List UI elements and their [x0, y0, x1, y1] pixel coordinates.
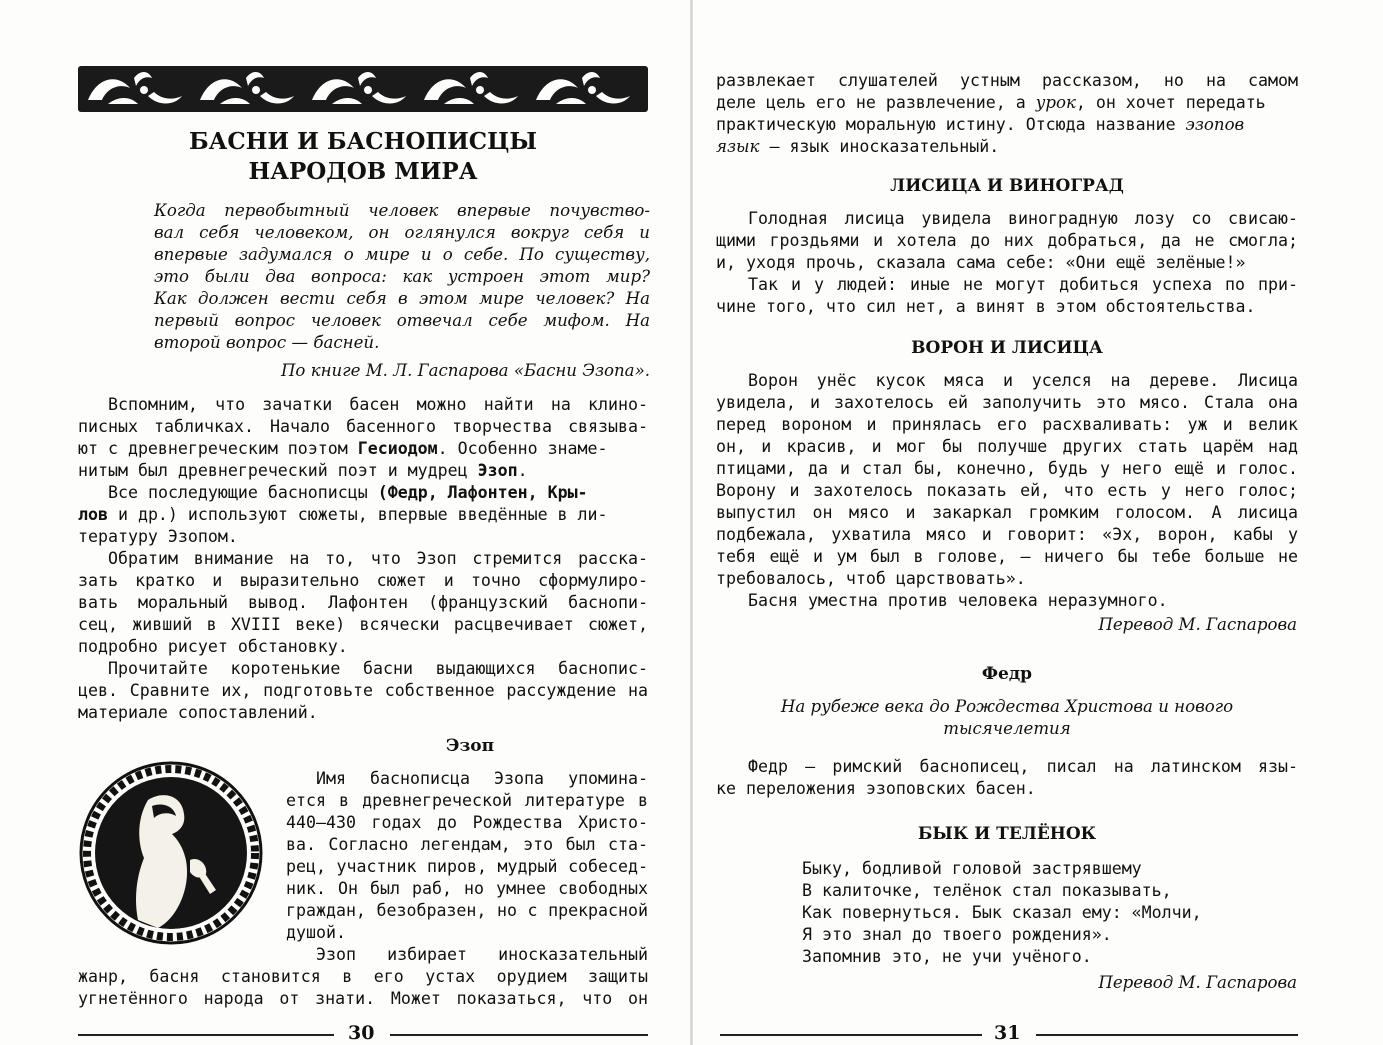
body-line — [716, 114, 1244, 136]
body-text: — язык иносказательный. — [759, 137, 1000, 156]
body-line: цев. Сравните их, подготовьте собственное рассуждение на — [78, 681, 648, 700]
body-line — [716, 136, 999, 158]
body-line: угнетённого народа от знати. Может показаться, что он — [78, 989, 648, 1008]
body-line: рец, участник пиров, мудрый собесед- — [286, 857, 648, 876]
body-line: Ворон унёс кусок мяса и уселся на дереве. Лисица — [748, 371, 1298, 390]
phaedrus-epigraph-line1: На рубеже века до Рождества Христова и нового — [780, 697, 1234, 716]
chapter-title-line1: БАСНИ И БАСНОПИСЦЫ — [189, 128, 537, 155]
body-line: Обратим внимание на то, что Эзоп стремится расска- — [108, 549, 648, 568]
name-hesiod: Гесиодом — [357, 439, 438, 458]
footer-rule-left — [78, 1034, 334, 1036]
chapter-title-line2: НАРОДОВ МИРА — [248, 158, 478, 185]
body-line: Прочитайте коротенькие басни выдающихся баснопис- — [108, 659, 648, 678]
verse-line: Быку, бодливой головой застрявшему — [802, 859, 1142, 878]
greek-vase-medallion-icon — [78, 760, 264, 946]
body-line — [78, 438, 608, 460]
body-line: ник. Он был раб, но умнее свободных — [286, 879, 648, 898]
body-line: Ворону и захотелось показать ей, что есть у него голос; — [716, 481, 1298, 500]
body-line: вать моральный вывод. Лафонтен (французский баснопи- — [78, 593, 648, 612]
body-line: тературу Эзопом. — [78, 527, 238, 546]
phaedrus-heading: Федр — [981, 664, 1033, 684]
epigraph-line: впервые задумался о мире и о себе. По существу, — [154, 245, 650, 264]
body-line: увидела, и захотелось ей заполучить это мясо. Стала она — [716, 393, 1298, 412]
fable-moral: Басня уместна против человека неразумного. — [748, 591, 1168, 610]
floral-ornament-band — [78, 66, 648, 112]
body-line — [108, 482, 588, 504]
body-text: деле цель его не развлечение, а — [716, 93, 1036, 112]
body-line: чине того, что сил нет, а винят в этом обстоятельства. — [716, 297, 1256, 316]
body-line: материале сопоставлений. — [78, 703, 318, 722]
body-line: и, уходя прочь, сказала сама себе: «Они ещё зелёные!» — [716, 253, 1246, 272]
body-line: перед вороном и принялась его расхваливать: уж и велик — [716, 415, 1298, 434]
body-line: писных табличках. Начало басенного творчества связыва- — [78, 417, 648, 436]
body-text: ют с древнегреческим поэтом — [78, 439, 358, 458]
fable-title-bull-calf: БЫК И ТЕЛЁНОК — [917, 824, 1097, 844]
translation-credit: Перевод М. Гаспарова — [1098, 973, 1297, 992]
footer-rule-left — [720, 1034, 982, 1036]
verse-line: Запомнив это, не учи учёного. — [802, 947, 1092, 966]
body-line: граждан, безобразен, но с прекрасной — [286, 901, 648, 920]
body-line: ется в древнегреческой литературе в — [286, 791, 648, 810]
emphasis-text: эзопов — [1185, 115, 1245, 134]
page-number: 30 — [348, 1022, 375, 1044]
body-line: Голодная лисица увидела виноградную лозу со свисаю- — [748, 209, 1298, 228]
aesop-heading: Эзоп — [445, 736, 495, 756]
epigraph-line: Когда первобытный человек впервые почувство- — [154, 201, 650, 220]
footer-rule-right — [1036, 1034, 1298, 1036]
body-line: Так и у людей: иные не могут добиться успеха по при- — [748, 275, 1298, 294]
phaedrus-epigraph-line2: тысячелетия — [943, 719, 1071, 738]
verse-line: Я это знал до твоего рождения». — [802, 925, 1112, 944]
name-aesop: Эзоп — [477, 461, 518, 480]
body-line — [716, 92, 1266, 114]
epigraph-line: Как должен вести себя в этом мире человек? На — [154, 289, 650, 308]
body-line: подробно рисует обстановку. — [78, 637, 348, 656]
body-line: 440—430 годах до Рождества Христо- — [286, 813, 648, 832]
verse-line: В калиточке, телёнок стал показывать, — [802, 881, 1172, 900]
verse-line: Как повернуться. Бык сказал ему: «Молчи, — [802, 903, 1202, 922]
epigraph-line: вал себя человеком, он оглянулся вокруг себя и — [154, 223, 650, 242]
fable-title-crow-fox: ВОРОН И ЛИСИЦА — [911, 338, 1103, 358]
body-line: щими гроздьями и хотела до них добраться, да не смогла; — [716, 231, 1298, 250]
emphasis-text: урок — [1035, 93, 1076, 112]
fabulist-names: лов — [78, 505, 108, 524]
footer-rule-right — [390, 1034, 648, 1036]
body-line: сец, живший в XVIII веке) всячески расцвечивает сюжет, — [78, 615, 648, 634]
body-line: требовалось, чтоб царствовать». — [716, 569, 1026, 588]
body-line: Вспомним, что зачатки басен можно найти на клино- — [108, 395, 648, 414]
epigraph-line: это были два вопроса: как устроен этот мир? — [154, 267, 650, 286]
body-line: птицами, да и стал бы, конечно, будь у него ещё и голос. — [716, 459, 1298, 478]
body-text: . — [517, 461, 528, 480]
body-line: выпустил он мясо и закаркал громким голосом. А лисица — [716, 503, 1298, 522]
epigraph-line: второй вопрос — басней. — [154, 333, 380, 352]
body-line: подбежала, ухватила мясо и говорит: «Эх, ворон, кабы у — [716, 525, 1298, 544]
fabulist-names: (Федр, Лафонтен, Кры- — [377, 483, 588, 502]
body-line: Федр — римский баснописец, писал на латинском язы- — [748, 757, 1298, 776]
right-page — [692, 0, 1383, 1045]
body-text: и др.) используют сюжеты, впервые введённые в ли- — [107, 505, 608, 524]
epigraph-line: первый вопрос человек отвечал себе мифом. На — [154, 311, 650, 330]
body-line: душой. — [286, 923, 346, 942]
body-text: , он хочет передать — [1075, 93, 1266, 112]
aesop-vase-illustration — [78, 760, 264, 946]
body-line — [78, 460, 528, 482]
body-line: развлекает слушателей устным рассказом, но на самом — [716, 71, 1298, 90]
body-line: ке переложения эзоповских басен. — [716, 779, 1036, 798]
fable-title-fox-grapes: ЛИСИЦА И ВИНОГРАД — [890, 176, 1124, 196]
page-number: 31 — [994, 1022, 1021, 1044]
body-text: . Особенно знаме- — [437, 439, 608, 458]
body-line: он, и красив, и мог бы получше других стать царём над — [716, 437, 1298, 456]
body-text: Все последующие баснописцы — [108, 483, 378, 502]
body-line: тебя ещё и ум был в голове, — ничего бы тебе больше не — [716, 547, 1298, 566]
body-line: ва. Согласно легендам, это был ста- — [286, 835, 648, 854]
floral-ornament-icon — [78, 66, 648, 112]
body-line: Имя баснописца Эзопа упомина- — [316, 769, 648, 788]
body-line: жанр, басня становится в его устах орудием защиты — [78, 967, 648, 986]
body-text: нитым был древнегреческий поэт и мудрец — [78, 461, 478, 480]
body-line: Эзоп избирает иносказательный — [316, 945, 648, 964]
epigraph-source: По книге М. Л. Гаспарова «Басни Эзопа». — [280, 361, 650, 380]
translation-credit: Перевод М. Гаспарова — [1098, 615, 1297, 634]
body-line: зать кратко и выразительно сюжет и точно сформулиро- — [78, 571, 648, 590]
body-text: практическую моральную истину. Отсюда название — [716, 115, 1186, 134]
body-line — [78, 504, 608, 526]
emphasis-text: язык — [716, 137, 760, 156]
